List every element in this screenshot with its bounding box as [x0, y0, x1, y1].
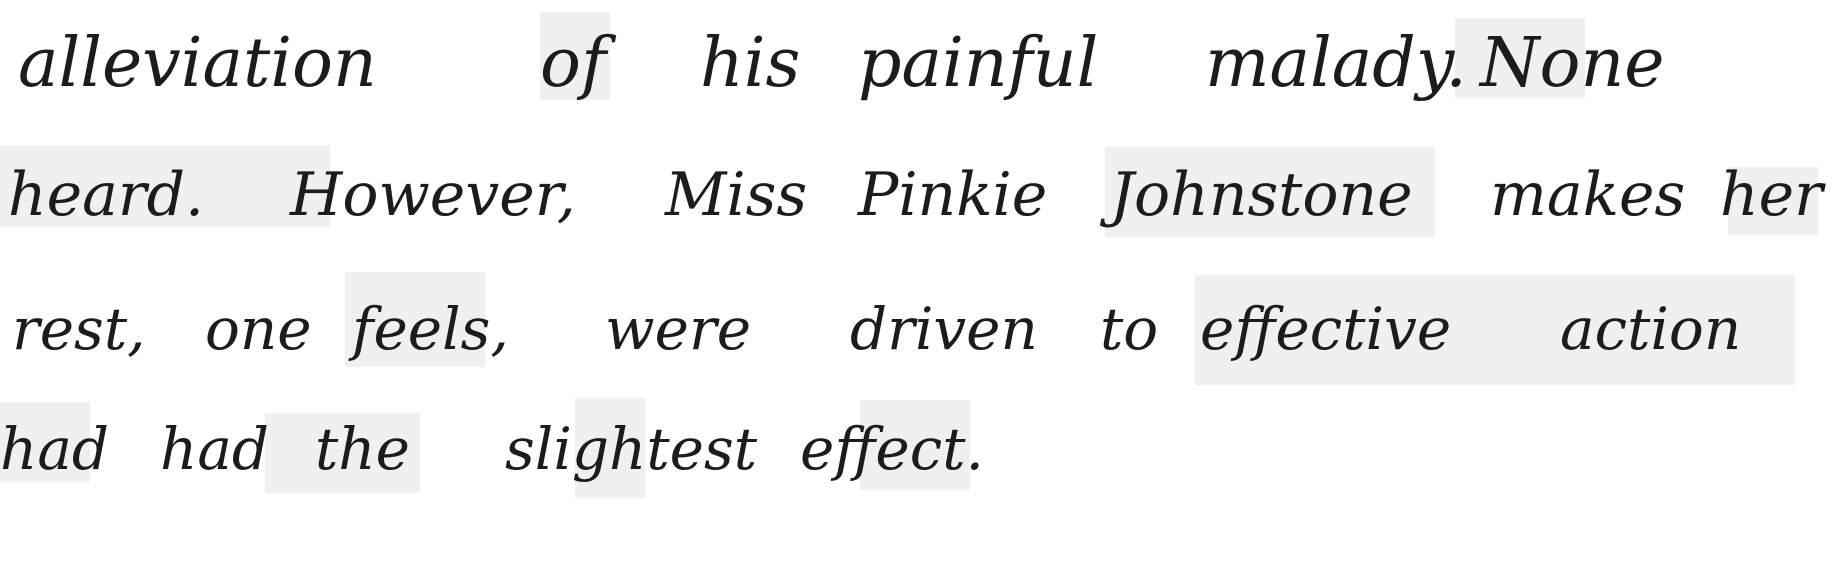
word: one: [205, 295, 312, 363]
word: alleviation: [18, 24, 377, 103]
word: were: [605, 295, 752, 363]
word: effective: [1200, 295, 1452, 363]
word: to: [1100, 295, 1159, 363]
word: driven: [850, 295, 1038, 363]
word: action: [1560, 295, 1742, 363]
word: effect.: [800, 415, 984, 483]
word: Pinkie: [858, 160, 1048, 230]
word: heard.: [8, 160, 205, 230]
word: slightest: [505, 415, 758, 483]
word: rest,: [12, 295, 146, 363]
word: had: [160, 415, 270, 483]
word: feels,: [352, 295, 509, 363]
word: Miss: [665, 160, 808, 230]
word: painful: [858, 24, 1099, 103]
word: had: [0, 415, 110, 483]
word: However,: [290, 160, 576, 230]
word: his: [700, 24, 801, 103]
word: makes: [1490, 160, 1686, 230]
word: Johnstone: [1110, 160, 1413, 230]
word: her: [1720, 160, 1823, 230]
word: the: [315, 415, 410, 483]
word: None: [1480, 24, 1665, 103]
word: of: [540, 24, 607, 103]
word: malady.: [1205, 24, 1467, 103]
